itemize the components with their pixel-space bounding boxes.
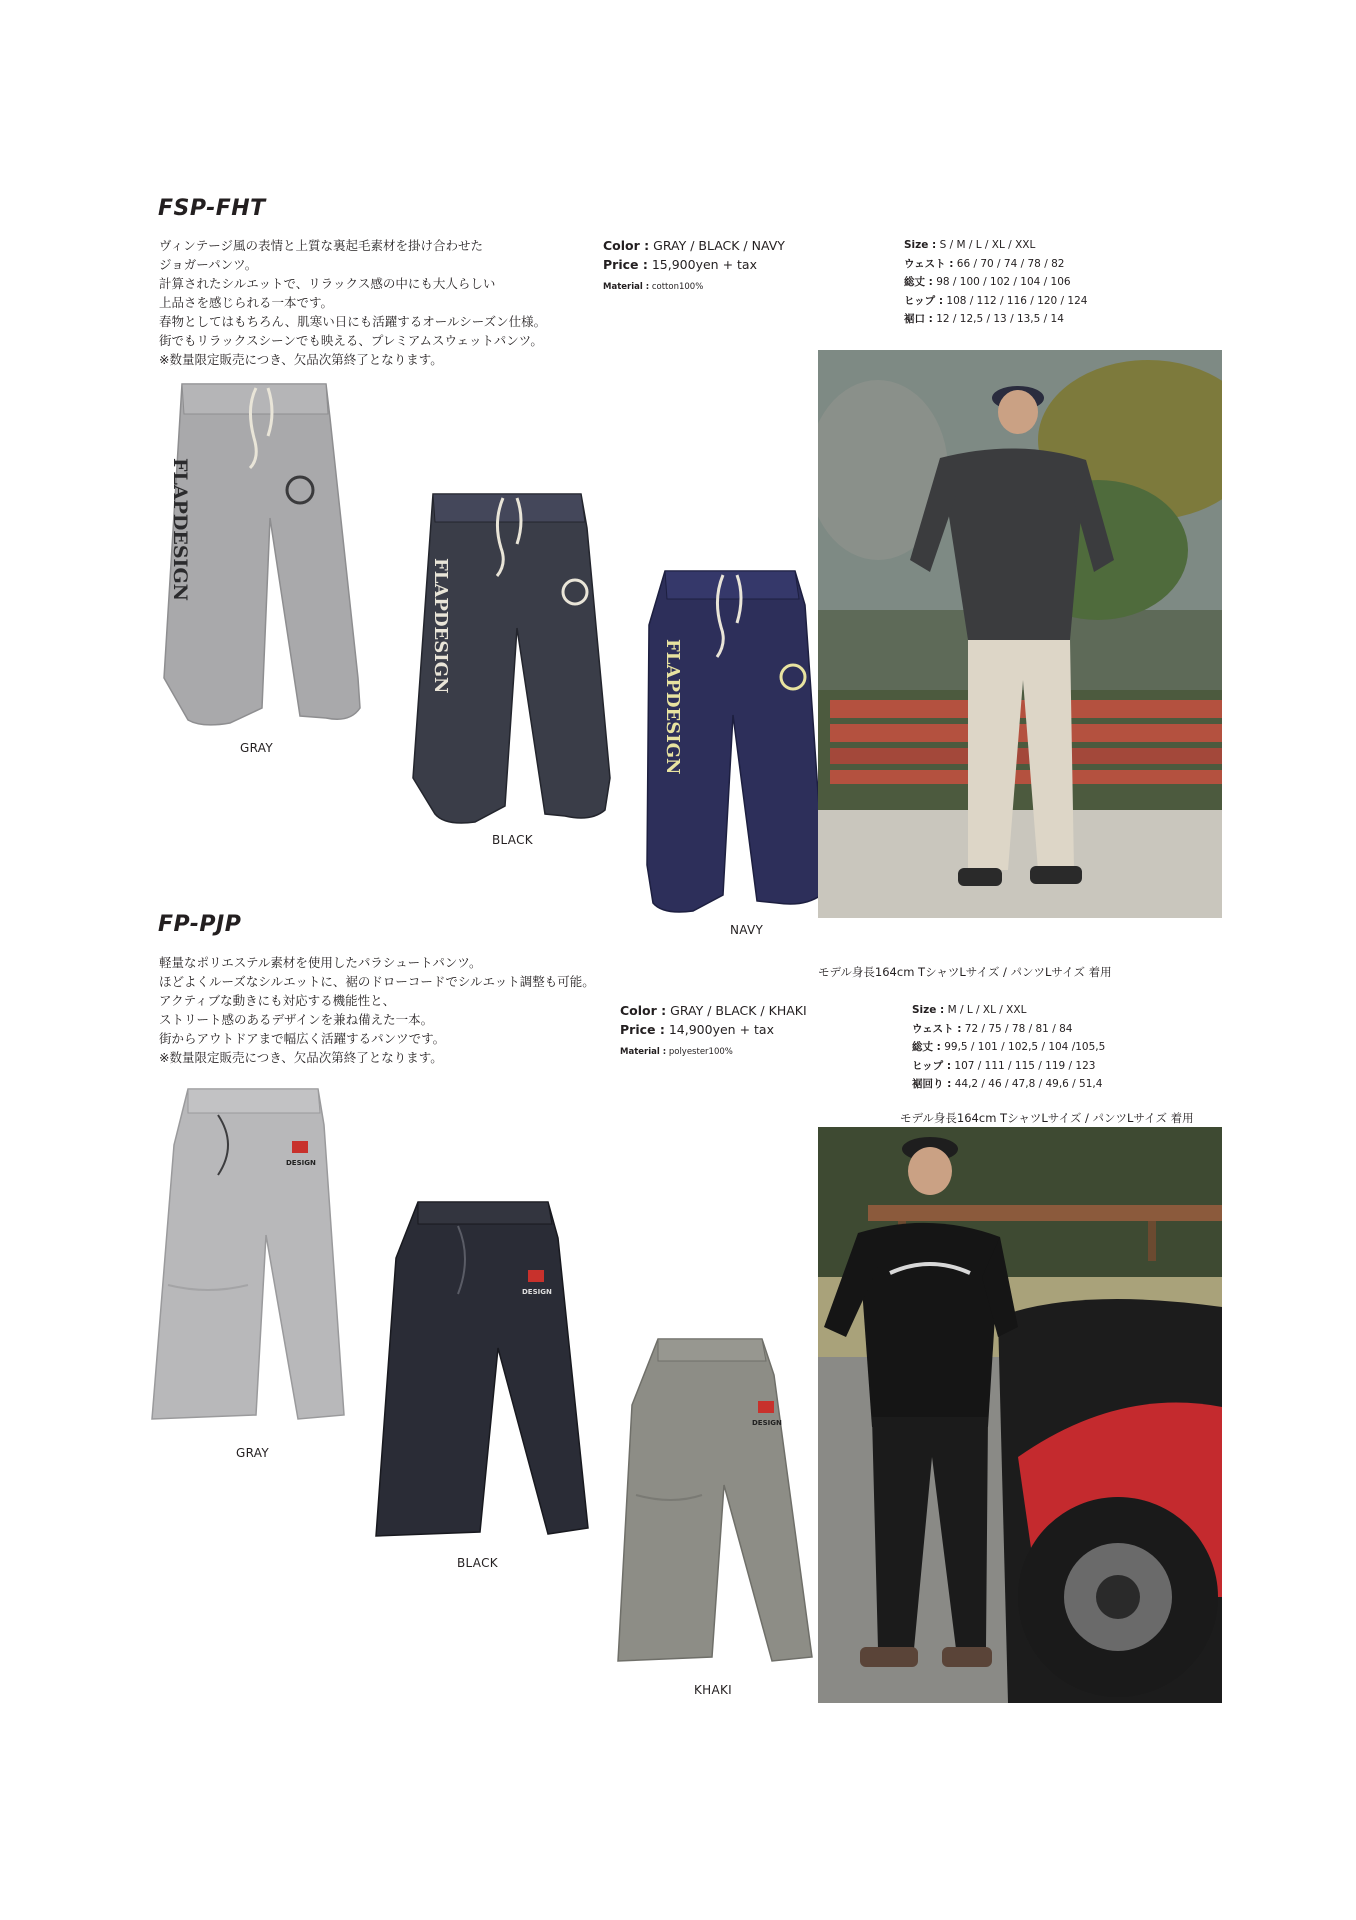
description-line: 街からアウトドアまで幅広く活躍するパンツです。 <box>159 1031 446 1046</box>
size-row-label: 裾回り : <box>912 1078 952 1091</box>
price-label: Price : <box>603 257 648 272</box>
model-note: モデル身長164cm TシャツLサイズ / パンツLサイズ 着用 <box>818 965 1112 979</box>
size-row <box>904 236 1154 255</box>
description-line: ※数量限定販売につき、欠品次第終了となります。 <box>159 352 443 367</box>
size-row-value: 99,5 / 101 / 102,5 / 104 /105,5 <box>944 1041 1106 1054</box>
size-row-value: 12 / 12,5 / 13 / 13,5 / 14 <box>936 313 1064 326</box>
model-photo <box>818 350 1222 918</box>
size-row-value: M / L / XL / XXL <box>947 1004 1027 1016</box>
print-text: FLAPDESIGN <box>169 458 191 602</box>
size-row <box>904 255 1154 274</box>
size-row-label: Size : <box>904 239 937 251</box>
variant-label-black: BLACK <box>492 833 533 847</box>
size-row-value: 108 / 112 / 116 / 120 / 124 <box>946 294 1088 307</box>
label-text: DESIGN <box>286 1159 316 1167</box>
size-row-label: 裾口 : <box>904 313 933 326</box>
size-row <box>904 273 1154 292</box>
product-code: FSP-FHT <box>158 196 266 221</box>
size-row <box>904 292 1154 311</box>
description-line: 街でもリラックスシーンでも映える、プレミアムスウェットパンツ。 <box>159 333 543 348</box>
description-line: 春物としてはもちろん、肌寒い日にも活躍するオールシーズン仕様。 <box>159 314 547 329</box>
price-row <box>620 1020 840 1039</box>
size-row-value: 107 / 111 / 115 / 119 / 123 <box>954 1059 1096 1072</box>
material-value: polyester100% <box>668 1047 733 1057</box>
description-line: ほどよくルーズなシルエットに、裾のドローコードでシルエット調整も可能。 <box>159 974 595 989</box>
product-spec <box>603 236 823 297</box>
variant-label-gray: GRAY <box>240 741 273 755</box>
product-image-black <box>368 1198 598 1540</box>
variant-label-gray: GRAY <box>236 1446 269 1460</box>
size-row-value: 66 / 70 / 74 / 78 / 82 <box>956 257 1065 270</box>
product-image-black <box>405 488 620 828</box>
size-row-value: 44,2 / 46 / 47,8 / 49,6 / 51,4 <box>954 1078 1103 1091</box>
size-row <box>912 1001 1172 1020</box>
size-row <box>912 1057 1172 1076</box>
size-row-label: 総丈 : <box>912 1041 941 1054</box>
description-line: 軽量なポリエステル素材を使用したパラシュートパンツ。 <box>159 955 482 970</box>
print-text: FLAPDESIGN <box>662 639 683 775</box>
size-table <box>904 236 1154 329</box>
price-value: 14,900yen + tax <box>668 1022 774 1037</box>
description-line: ストリート感のあるデザインを兼ね備えた一本。 <box>159 1012 434 1027</box>
size-row <box>912 1038 1172 1057</box>
color-label: Color : <box>603 238 650 253</box>
size-row-value: 98 / 100 / 102 / 104 / 106 <box>936 276 1071 289</box>
label-text: DESIGN <box>522 1288 552 1296</box>
size-table <box>912 1001 1172 1094</box>
material-value: cotton100% <box>651 282 704 292</box>
description-line: ヴィンテージ風の表情と上質な裏起毛素材を掛け合わせた <box>159 238 484 253</box>
color-value: GRAY / BLACK / KHAKI <box>670 1003 807 1018</box>
product-description <box>159 236 619 369</box>
size-row-value: S / M / L / XL / XXL <box>939 239 1036 251</box>
product-spec <box>620 1001 840 1062</box>
size-row-value: 72 / 75 / 78 / 81 / 84 <box>964 1022 1073 1035</box>
material-label: Material : <box>603 282 650 292</box>
size-row <box>904 310 1154 329</box>
price-value: 15,900yen + tax <box>651 257 757 272</box>
color-row <box>620 1001 840 1020</box>
product-description <box>159 953 619 1067</box>
product-image-gray <box>150 378 370 733</box>
label-text: DESIGN <box>752 1419 782 1427</box>
size-row-label: ヒップ : <box>912 1059 952 1072</box>
variant-label-navy: NAVY <box>730 923 764 937</box>
material-label: Material : <box>620 1047 667 1057</box>
variant-label-khaki: KHAKI <box>694 1683 733 1697</box>
description-line: ジョガーパンツ。 <box>159 257 258 272</box>
size-row <box>912 1020 1172 1039</box>
price-row <box>603 255 823 274</box>
description-line: 計算されたシルエットで、リラックス感の中にも大人らしい <box>159 276 496 291</box>
size-row-label: 総丈 : <box>904 276 933 289</box>
size-row-label: Size : <box>912 1004 945 1016</box>
description-line: アクティブな動きにも対応する機能性と、 <box>159 993 396 1008</box>
material-row <box>603 278 823 297</box>
size-row <box>912 1075 1172 1094</box>
material-row <box>620 1043 840 1062</box>
product-image-khaki <box>612 1335 817 1665</box>
description-line: ※数量限定販売につき、欠品次第終了となります。 <box>159 1050 443 1065</box>
size-row-label: ヒップ : <box>904 294 944 307</box>
color-row <box>603 236 823 255</box>
color-value: GRAY / BLACK / NAVY <box>653 238 785 253</box>
price-label: Price : <box>620 1022 665 1037</box>
size-row-label: ウェスト : <box>904 257 954 270</box>
model-photo <box>818 1127 1222 1703</box>
color-label: Color : <box>620 1003 667 1018</box>
size-row-label: ウェスト : <box>912 1022 962 1035</box>
model-note: モデル身長164cm TシャツLサイズ / パンツLサイズ 着用 <box>900 1111 1194 1125</box>
product-code: FP-PJP <box>158 912 242 937</box>
variant-label-black: BLACK <box>457 1556 498 1570</box>
product-image-navy <box>645 565 825 915</box>
description-line: 上品さを感じられる一本です。 <box>159 295 334 310</box>
product-image-gray <box>148 1085 348 1425</box>
print-text: FLAPDESIGN <box>430 558 451 694</box>
